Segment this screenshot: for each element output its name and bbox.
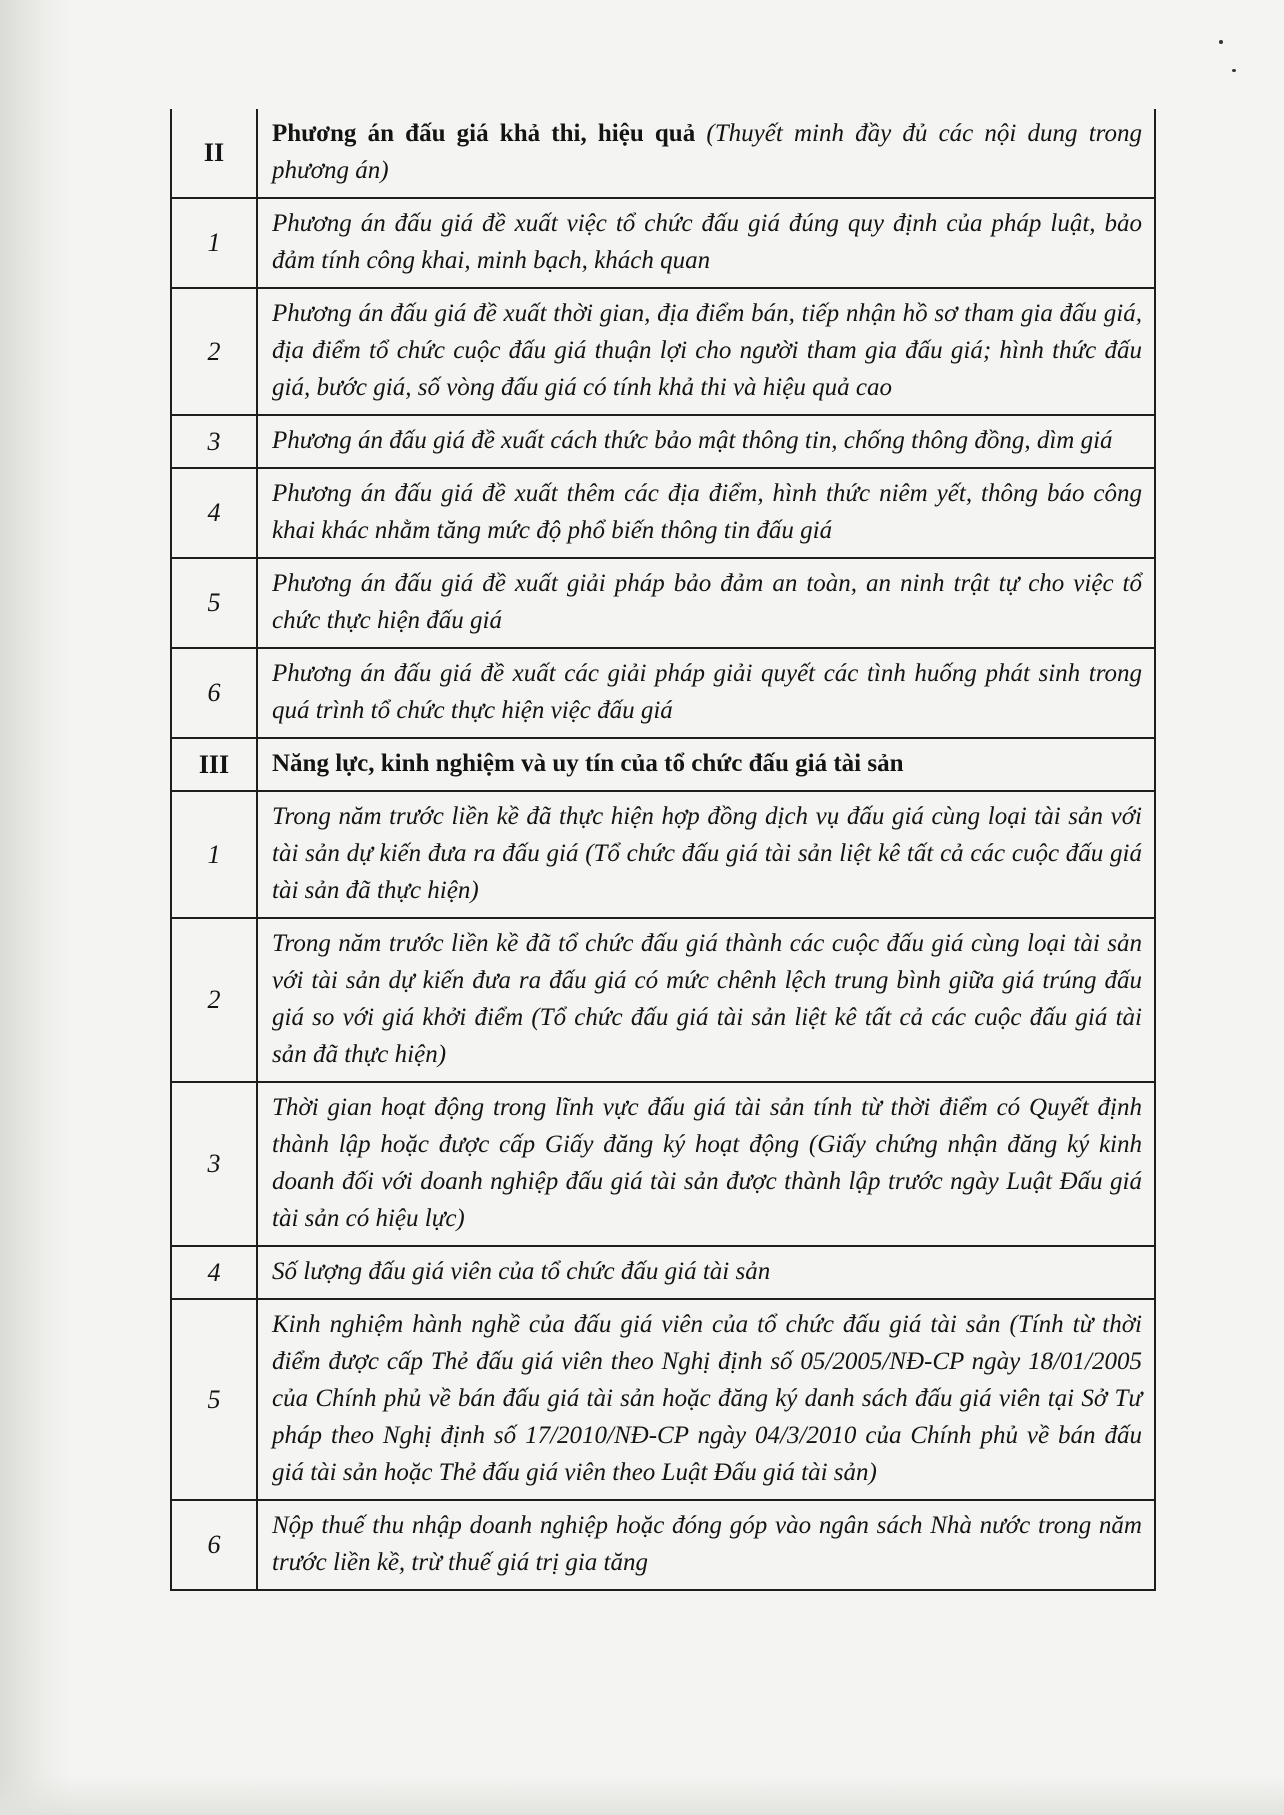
criterion-row (171, 468, 1155, 558)
paper-speck (1232, 69, 1236, 72)
criterion-number: 4 (171, 1246, 257, 1299)
criterion-row (171, 1299, 1155, 1500)
section-number: II (171, 109, 257, 198)
criterion-number: 6 (171, 1500, 257, 1590)
section-row (171, 738, 1155, 791)
criterion-text: Số lượng đấu giá viên của tổ chức đấu giá tài sản (257, 1246, 1155, 1299)
criterion-row (171, 415, 1155, 468)
criterion-row (171, 791, 1155, 918)
section-row (171, 109, 1155, 198)
criterion-number: 4 (171, 468, 257, 558)
criterion-text: Kinh nghiệm hành nghề của đấu giá viên của tổ chức đấu giá tài sản (Tính từ thời điểm được cấp Thẻ đấu giá viên theo Nghị định số 05/2005/NĐ-CP ngày 18/01/2005 của Chính phủ về bán đấu giá tài sản hoặc đăng ký danh sách đấu giá viên tại Sở Tư pháp theo Nghị định số 17/2010/NĐ-CP ngày 04/3/2010 của Chính phủ về bán đấu giá tài sản hoặc Thẻ đấu giá viên theo Luật Đấu giá tài sản) (257, 1299, 1155, 1500)
criterion-text: Trong năm trước liền kề đã thực hiện hợp đồng dịch vụ đấu giá cùng loại tài sản với tài sản dự kiến đưa ra đấu giá (Tổ chức đấu giá tài sản liệt kê tất cả các cuộc đấu giá tài sản đã thực hiện) (257, 791, 1155, 918)
criterion-text: Trong năm trước liền kề đã tổ chức đấu giá thành các cuộc đấu giá cùng loại tài sản với tài sản dự kiến đưa ra đấu giá có mức chênh lệch trung bình giữa giá trúng đấu giá so với giá khởi điểm (Tổ chức đấu giá tài sản liệt kê tất cả các cuộc đấu giá tài sản đã thực hiện) (257, 918, 1155, 1082)
page-bottom-shadow (0, 1775, 1284, 1815)
criterion-number: 3 (171, 1082, 257, 1246)
criterion-text: Phương án đấu giá đề xuất việc tổ chức đấu giá đúng quy định của pháp luật, bảo đảm tính công khai, minh bạch, khách quan (257, 198, 1155, 288)
criterion-row (171, 1500, 1155, 1590)
criterion-text: Phương án đấu giá đề xuất giải pháp bảo đảm an toàn, an ninh trật tự cho việc tổ chức thực hiện đấu giá (257, 558, 1155, 648)
criterion-number: 2 (171, 918, 257, 1082)
criterion-text: Phương án đấu giá đề xuất các giải pháp giải quyết các tình huống phát sinh trong quá trình tổ chức thực hiện việc đấu giá (257, 648, 1155, 738)
criterion-row (171, 1246, 1155, 1299)
section-number: III (171, 738, 257, 791)
section-heading (257, 109, 1155, 198)
section-note: (Thuyết minh đầy đủ các nội dung trong phương án) (272, 120, 1142, 184)
criterion-text: Phương án đấu giá đề xuất cách thức bảo mật thông tin, chống thông đồng, dìm giá (257, 415, 1155, 468)
criterion-text: Nộp thuế thu nhập doanh nghiệp hoặc đóng góp vào ngân sách Nhà nước trong năm trước liền kề, trừ thuế giá trị gia tăng (257, 1500, 1155, 1590)
criterion-number: 5 (171, 1299, 257, 1500)
page-edge-shadow (0, 0, 70, 1815)
criterion-text: Thời gian hoạt động trong lĩnh vực đấu giá tài sản tính từ thời điểm có Quyết định thành lập hoặc được cấp Giấy đăng ký hoạt động (Giấy chứng nhận đăng ký kinh doanh đối với doanh nghiệp đấu giá tài sản được thành lập trước ngày Luật Đấu giá tài sản có hiệu lực) (257, 1082, 1155, 1246)
section-title: Phương án đấu giá khả thi, hiệu quả (272, 120, 696, 147)
section-heading (257, 738, 1155, 791)
criterion-number: 1 (171, 198, 257, 288)
criterion-row (171, 288, 1155, 415)
criterion-row (171, 918, 1155, 1082)
criterion-number: 1 (171, 791, 257, 918)
criterion-number: 6 (171, 648, 257, 738)
criterion-row (171, 198, 1155, 288)
paper-speck (1219, 40, 1223, 44)
section-title: Năng lực, kinh nghiệm và uy tín của tổ chức đấu giá tài sản (272, 750, 904, 777)
criterion-number: 2 (171, 288, 257, 415)
criterion-number: 5 (171, 558, 257, 648)
criterion-text: Phương án đấu giá đề xuất thời gian, địa điểm bán, tiếp nhận hồ sơ tham gia đấu giá, địa điểm tổ chức cuộc đấu giá thuận lợi cho người tham gia đấu giá; hình thức đấu giá, bước giá, số vòng đấu giá có tính khả thi và hiệu quả cao (257, 288, 1155, 415)
criteria-table (170, 109, 1156, 1591)
criterion-number: 3 (171, 415, 257, 468)
criterion-row (171, 558, 1155, 648)
criterion-row (171, 1082, 1155, 1246)
criterion-row (171, 648, 1155, 738)
criterion-text: Phương án đấu giá đề xuất thêm các địa điểm, hình thức niêm yết, thông báo công khai khác nhằm tăng mức độ phổ biến thông tin đấu giá (257, 468, 1155, 558)
